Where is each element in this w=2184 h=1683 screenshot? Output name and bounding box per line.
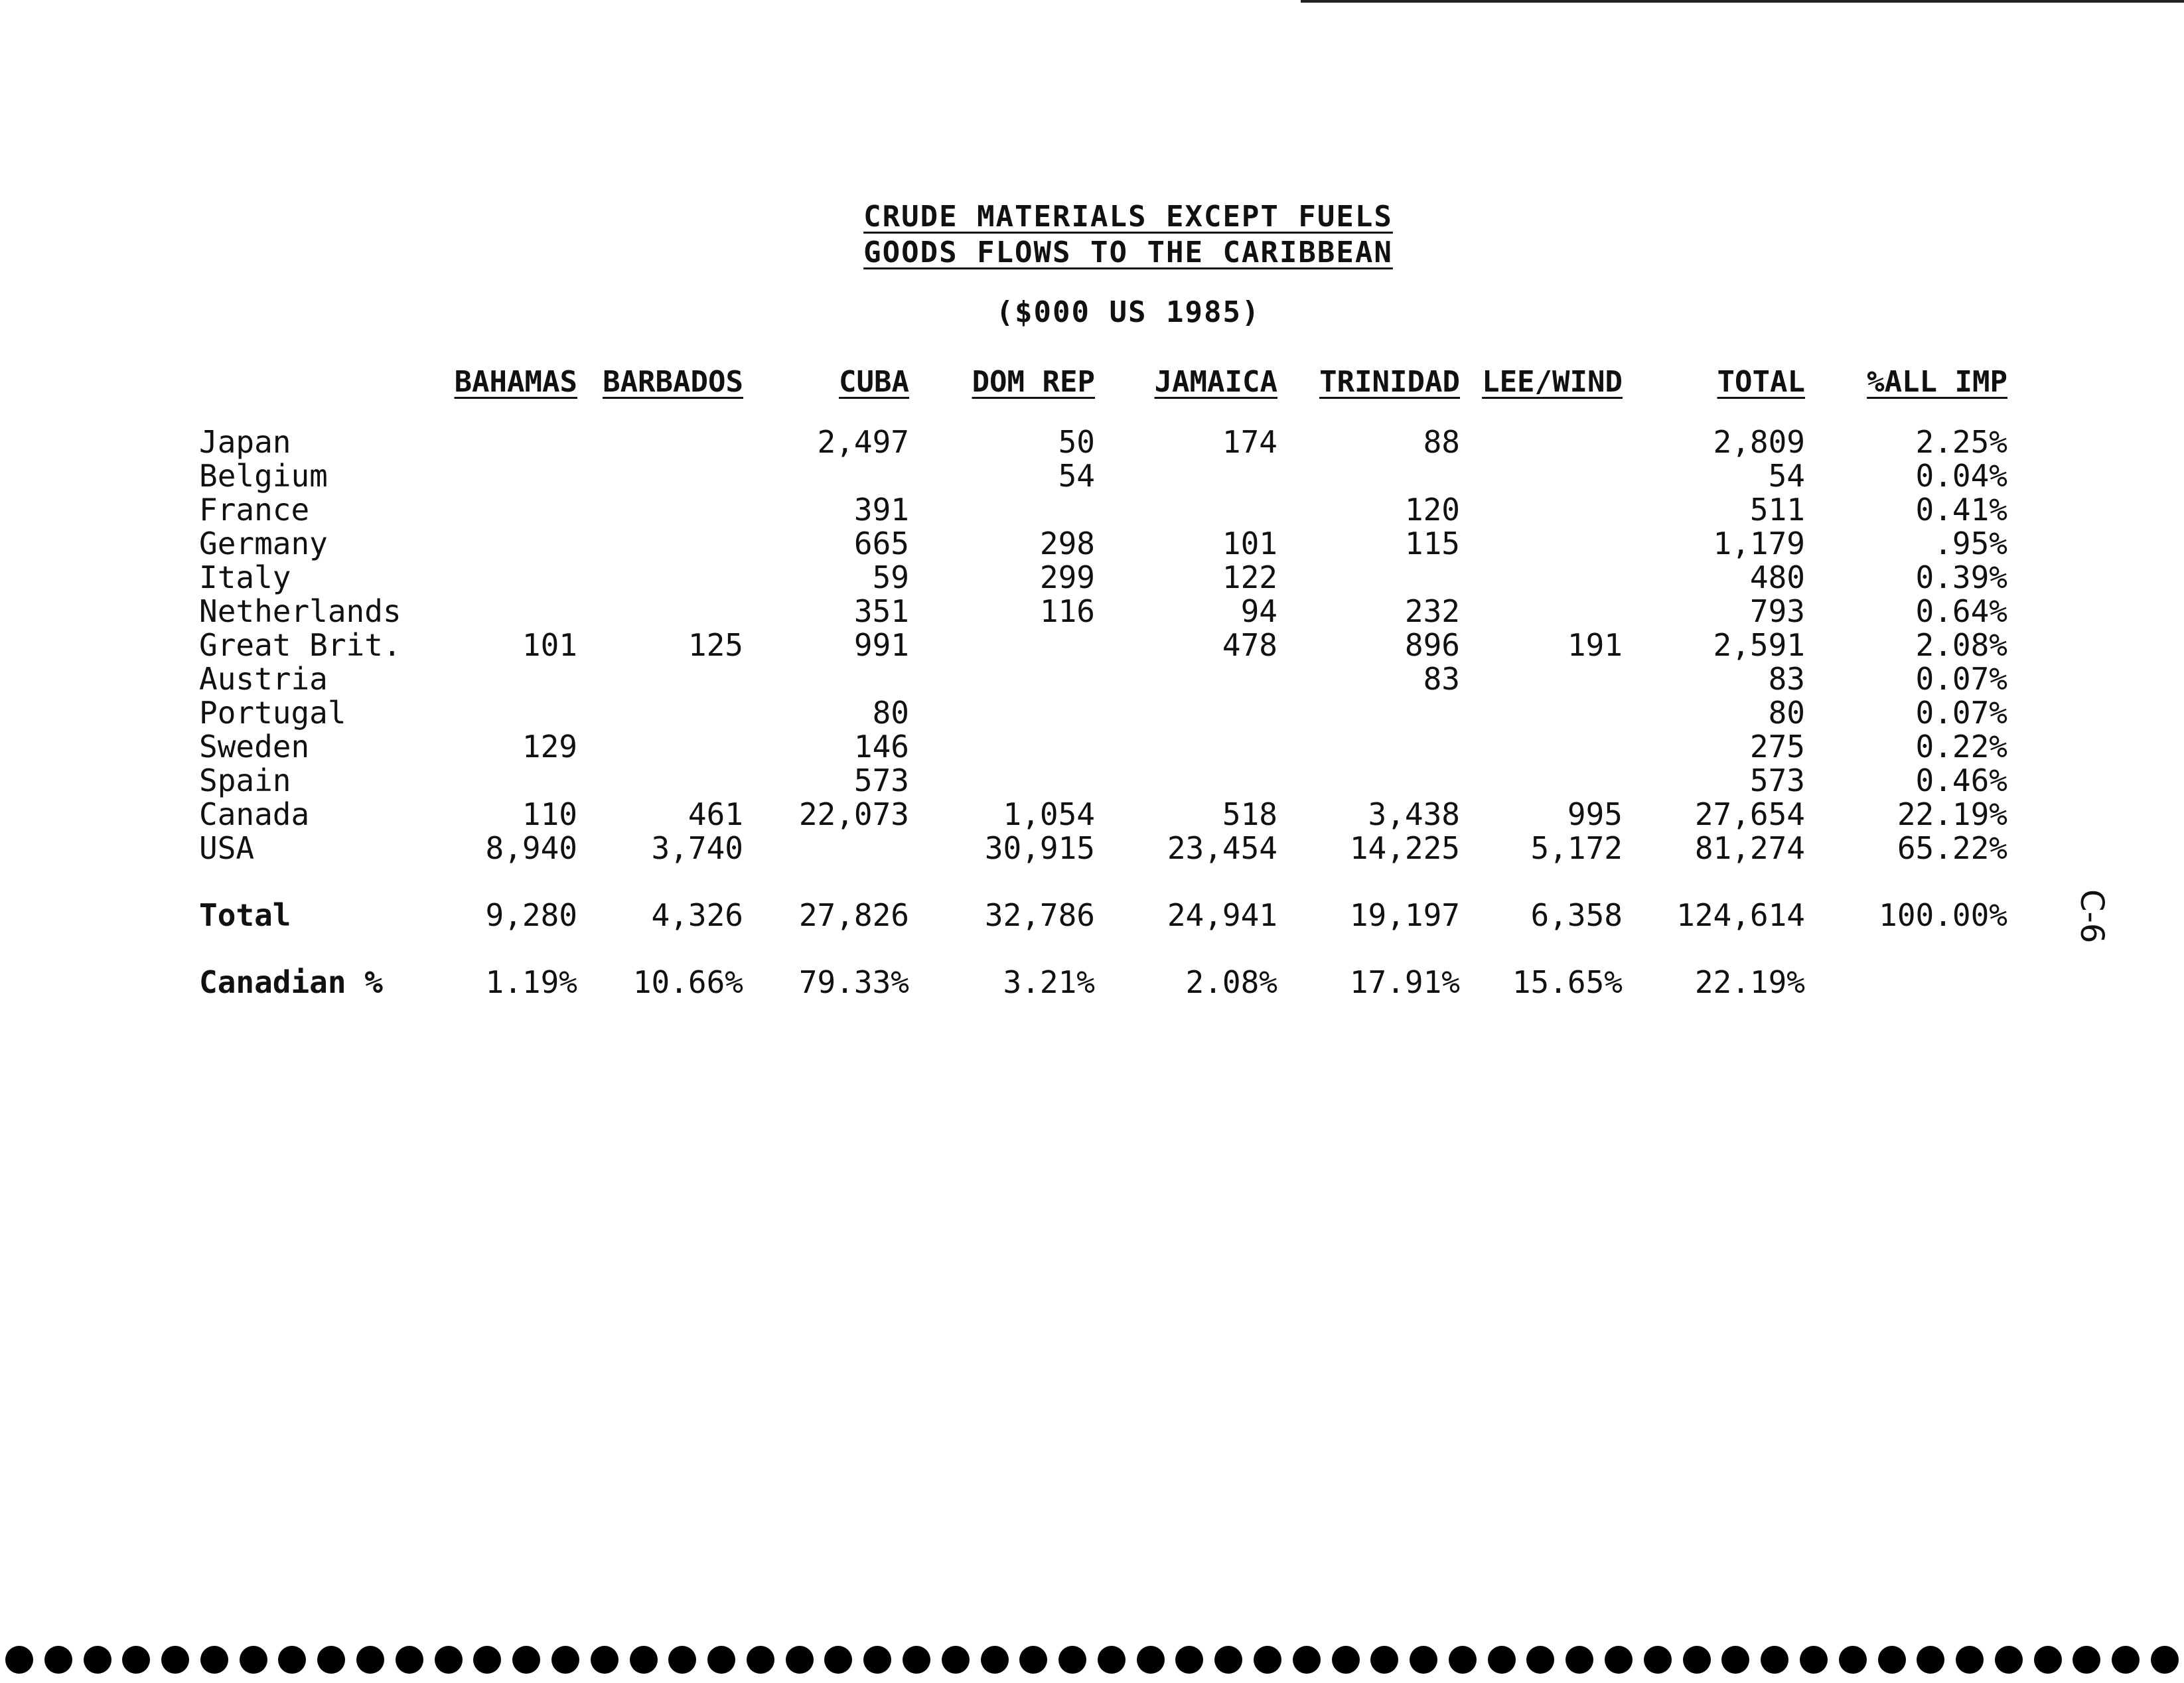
- feed-hole-icon: [1488, 1646, 1516, 1674]
- feed-hole-icon: [630, 1646, 658, 1674]
- col-header-total: TOTAL: [1717, 365, 1805, 399]
- table-cell: 0.22%: [1915, 729, 2007, 765]
- table-cell: 298: [1039, 526, 1095, 561]
- table-cell: 101: [1222, 526, 1277, 561]
- table-cell: [577, 425, 743, 459]
- row-label: France: [199, 492, 310, 528]
- feed-hole-icon: [1605, 1646, 1633, 1674]
- table-cell: 146: [853, 729, 909, 765]
- row-label: Belgium: [199, 458, 328, 494]
- table-cell: 116: [1039, 593, 1095, 629]
- row-label: Great Brit.: [199, 627, 401, 663]
- goods-flow-table: [199, 365, 2007, 999]
- table-cell: 232: [1404, 593, 1460, 629]
- table-cell: [577, 764, 743, 798]
- feed-hole-icon: [84, 1646, 111, 1674]
- feed-hole-icon: [512, 1646, 540, 1674]
- table-cell: 2,809: [1713, 424, 1805, 460]
- feed-hole-icon: [1254, 1646, 1281, 1674]
- feed-hole-icon: [707, 1646, 735, 1674]
- table-row: [199, 459, 2007, 493]
- row-label: Italy: [199, 559, 291, 595]
- table-cell: 22.19%: [1897, 796, 2007, 832]
- table-cell: 1,179: [1713, 526, 1805, 561]
- table-cell: [425, 696, 577, 730]
- row-label: Sweden: [199, 729, 310, 765]
- table-cell: 15.65%: [1512, 964, 1623, 1000]
- table-cell: 0.46%: [1915, 763, 2007, 798]
- table-cell: [1460, 730, 1623, 764]
- table-cell: [1460, 527, 1623, 561]
- table-cell: 2,591: [1713, 627, 1805, 663]
- table-cell: 991: [853, 627, 909, 663]
- table-row: [199, 527, 2007, 561]
- feed-hole-icon: [551, 1646, 579, 1674]
- feed-hole-icon: [981, 1646, 1009, 1674]
- feed-hole-icon: [668, 1646, 696, 1674]
- feed-hole-icon: [786, 1646, 814, 1674]
- table-cell: 94: [1240, 593, 1277, 629]
- col-header-barbados: BARBADOS: [603, 365, 743, 399]
- feed-hole-icon: [2112, 1646, 2140, 1674]
- col-header-pct-all-imp: %ALL IMP: [1867, 365, 2007, 399]
- feed-hole-icon: [1098, 1646, 1126, 1674]
- table-cell: 6,358: [1530, 897, 1623, 933]
- table-cell: 88: [1423, 424, 1460, 460]
- row-label: Canada: [199, 796, 310, 832]
- table-cell: [1277, 459, 1460, 493]
- feed-hole-icon: [1995, 1646, 2023, 1674]
- col-header-jamaica: JAMAICA: [1154, 365, 1277, 399]
- table-cell: [1460, 459, 1623, 493]
- table-cell: 511: [1749, 492, 1805, 528]
- table-cell: 391: [853, 492, 909, 528]
- page-number: C-6: [2073, 889, 2110, 944]
- table-cell: [909, 662, 1095, 696]
- col-header-dom-rep: DOM REP: [972, 365, 1095, 399]
- table-cell: [1277, 730, 1460, 764]
- table-cell: 573: [1749, 763, 1805, 798]
- table-row: [199, 730, 2007, 764]
- row-label: Japan: [199, 424, 291, 460]
- table-cell: [425, 459, 577, 493]
- feed-hole-icon: [473, 1646, 501, 1674]
- total-row: [199, 865, 2007, 932]
- feed-hole-icon: [161, 1646, 189, 1674]
- table-cell: 174: [1222, 424, 1277, 460]
- table-cell: [1095, 662, 1277, 696]
- row-label: Netherlands: [199, 593, 401, 629]
- table-cell: [743, 832, 909, 865]
- feed-hole-icon: [1956, 1646, 1984, 1674]
- table-cell: [425, 662, 577, 696]
- table-cell: [1805, 932, 2007, 999]
- units-label: ($000 US 1985): [995, 295, 1261, 329]
- table-cell: 27,826: [798, 897, 909, 933]
- table-cell: 129: [522, 729, 577, 765]
- table-cell: 275: [1749, 729, 1805, 765]
- table-cell: [577, 662, 743, 696]
- table-cell: 14,225: [1349, 830, 1460, 866]
- table-cell: 22.19%: [1694, 964, 1805, 1000]
- table-cell: [1460, 764, 1623, 798]
- table-cell: 0.07%: [1915, 695, 2007, 731]
- row-label: USA: [199, 830, 255, 866]
- table-cell: 995: [1567, 796, 1623, 832]
- table-cell: 110: [522, 796, 577, 832]
- table-cell: [1277, 561, 1460, 595]
- feed-hole-icon: [1410, 1646, 1437, 1674]
- table-cell: [1277, 764, 1460, 798]
- table-cell: 30,915: [984, 830, 1095, 866]
- row-label: Spain: [199, 763, 291, 798]
- table-cell: 8,940: [485, 830, 577, 866]
- row-label: Total: [199, 897, 291, 933]
- table-cell: .95%: [1934, 526, 2007, 561]
- table-cell: [577, 730, 743, 764]
- table-cell: 32,786: [984, 897, 1095, 933]
- table-row: [199, 798, 2007, 832]
- col-header-bahamas: BAHAMAS: [454, 365, 577, 399]
- table-cell: 50: [1058, 424, 1095, 460]
- table-cell: [909, 493, 1095, 527]
- table-cell: 3.21%: [1003, 964, 1095, 1000]
- table-row: [199, 832, 2007, 865]
- row-label: Canadian %: [199, 964, 383, 1000]
- table-cell: [1460, 696, 1623, 730]
- feed-hole-icon: [356, 1646, 384, 1674]
- feed-hole-icon: [278, 1646, 306, 1674]
- table-cell: 3,740: [651, 830, 743, 866]
- table-cell: 17.91%: [1349, 964, 1460, 1000]
- table-cell: 191: [1567, 627, 1623, 663]
- feed-hole-icon: [1644, 1646, 1672, 1674]
- table-cell: [743, 662, 909, 696]
- table-cell: [577, 459, 743, 493]
- feed-hole-icon: [1917, 1646, 1944, 1674]
- feed-hole-icon: [1370, 1646, 1398, 1674]
- table-cell: 27,654: [1694, 796, 1805, 832]
- table-cell: 79.33%: [798, 964, 909, 1000]
- table-cell: 124,614: [1676, 897, 1805, 933]
- feed-hole-icon: [1878, 1646, 1906, 1674]
- table-cell: 80: [872, 695, 909, 731]
- table-cell: [425, 527, 577, 561]
- feed-hole-icon: [435, 1646, 463, 1674]
- row-label: Portugal: [199, 695, 346, 731]
- feed-hole-icon: [1800, 1646, 1828, 1674]
- table-cell: 351: [853, 593, 909, 629]
- feed-hole-icon: [5, 1646, 33, 1674]
- table-cell: [1277, 696, 1460, 730]
- table-cell: [909, 764, 1095, 798]
- feed-hole-icon: [863, 1646, 891, 1674]
- feed-hole-icon: [824, 1646, 852, 1674]
- table-cell: [425, 595, 577, 628]
- table-cell: 125: [688, 627, 743, 663]
- table-cell: 5,172: [1530, 830, 1623, 866]
- table-cell: 101: [522, 627, 577, 663]
- table-cell: [1460, 425, 1623, 459]
- feed-hole-icon: [1175, 1646, 1203, 1674]
- table-row: [199, 662, 2007, 696]
- table-row: [199, 493, 2007, 527]
- feed-hole-icon: [1683, 1646, 1711, 1674]
- table-cell: [577, 696, 743, 730]
- top-border-line: [1301, 0, 2184, 3]
- table-cell: 115: [1404, 526, 1460, 561]
- table-cell: [1460, 595, 1623, 628]
- feed-hole-icon: [1565, 1646, 1593, 1674]
- table-cell: 9,280: [485, 897, 577, 933]
- table-row: [199, 628, 2007, 662]
- table-cell: 0.64%: [1915, 593, 2007, 629]
- table-cell: [425, 561, 577, 595]
- table-row: [199, 561, 2007, 595]
- table-row: [199, 595, 2007, 628]
- table-cell: 665: [853, 526, 909, 561]
- feed-hole-icon: [1058, 1646, 1086, 1674]
- table-cell: [425, 425, 577, 459]
- tractor-feed-holes: [0, 1646, 2184, 1676]
- feed-hole-icon: [317, 1646, 345, 1674]
- table-cell: 518: [1222, 796, 1277, 832]
- table-row: [199, 425, 2007, 459]
- table-cell: 120: [1404, 492, 1460, 528]
- feed-hole-icon: [1214, 1646, 1242, 1674]
- table-cell: [425, 493, 577, 527]
- table-cell: 54: [1768, 458, 1805, 494]
- table-cell: 1.19%: [485, 964, 577, 1000]
- table-cell: [577, 527, 743, 561]
- header-row: [199, 365, 2007, 425]
- feed-hole-icon: [2034, 1646, 2062, 1674]
- feed-hole-icon: [240, 1646, 267, 1674]
- table-cell: [1095, 764, 1277, 798]
- table-cell: [577, 595, 743, 628]
- row-label: Austria: [199, 661, 328, 697]
- col-header-cuba: CUBA: [839, 365, 909, 399]
- table-cell: 896: [1404, 627, 1460, 663]
- table-cell: [909, 730, 1095, 764]
- table-cell: 83: [1768, 661, 1805, 697]
- feed-hole-icon: [1721, 1646, 1749, 1674]
- table-cell: [909, 696, 1095, 730]
- table-cell: [1460, 662, 1623, 696]
- feed-hole-icon: [942, 1646, 970, 1674]
- table-cell: 2.08%: [1915, 627, 2007, 663]
- table-cell: [1460, 561, 1623, 595]
- table-cell: 100.00%: [1879, 897, 2007, 933]
- table-cell: 80: [1768, 695, 1805, 731]
- table-cell: [1095, 696, 1277, 730]
- table-cell: 0.41%: [1915, 492, 2007, 528]
- feed-hole-icon: [122, 1646, 150, 1674]
- table-cell: [1460, 493, 1623, 527]
- feed-hole-icon: [2151, 1646, 2179, 1674]
- table-cell: [577, 493, 743, 527]
- col-header-lee-wind: LEE/WIND: [1482, 365, 1623, 399]
- table-cell: 478: [1222, 627, 1277, 663]
- table-cell: 0.07%: [1915, 661, 2007, 697]
- feed-hole-icon: [1526, 1646, 1554, 1674]
- title-line-2: GOODS FLOWS TO THE CARIBBEAN: [863, 236, 1393, 269]
- table-cell: 81,274: [1694, 830, 1805, 866]
- feed-hole-icon: [903, 1646, 930, 1674]
- feed-hole-icon: [591, 1646, 619, 1674]
- row-label: Germany: [199, 526, 328, 561]
- table-cell: 2.25%: [1915, 424, 2007, 460]
- feed-hole-icon: [200, 1646, 228, 1674]
- table-cell: 2,497: [817, 424, 909, 460]
- table-cell: 54: [1058, 458, 1095, 494]
- table-cell: 461: [688, 796, 743, 832]
- title-line-1: CRUDE MATERIALS EXCEPT FUELS: [863, 200, 1393, 234]
- table-cell: [1095, 459, 1277, 493]
- feed-hole-icon: [1137, 1646, 1165, 1674]
- feed-hole-icon: [1761, 1646, 1788, 1674]
- table-cell: [577, 561, 743, 595]
- feed-hole-icon: [1019, 1646, 1047, 1674]
- table-cell: 0.04%: [1915, 458, 2007, 494]
- table-cell: 1,054: [1003, 796, 1095, 832]
- table-cell: 793: [1749, 593, 1805, 629]
- table-cell: [1095, 493, 1277, 527]
- table-cell: 65.22%: [1897, 830, 2007, 866]
- feed-hole-icon: [2073, 1646, 2100, 1674]
- table-cell: 83: [1423, 661, 1460, 697]
- feed-hole-icon: [396, 1646, 423, 1674]
- table-cell: 480: [1749, 559, 1805, 595]
- table-cell: [743, 459, 909, 493]
- feed-hole-icon: [747, 1646, 774, 1674]
- feed-hole-icon: [1449, 1646, 1477, 1674]
- col-header-trinidad: TRINIDAD: [1319, 365, 1460, 399]
- table-cell: 22,073: [798, 796, 909, 832]
- table-cell: 299: [1039, 559, 1095, 595]
- table-cell: 19,197: [1349, 897, 1460, 933]
- table-cell: 122: [1222, 559, 1277, 595]
- feed-hole-icon: [1839, 1646, 1867, 1674]
- table-cell: 0.39%: [1915, 559, 2007, 595]
- table-cell: 59: [872, 559, 909, 595]
- table-cell: 10.66%: [632, 964, 743, 1000]
- table-cell: 573: [853, 763, 909, 798]
- table-cell: 24,941: [1167, 897, 1277, 933]
- feed-hole-icon: [44, 1646, 72, 1674]
- table-cell: [909, 628, 1095, 662]
- title-block: [0, 199, 2184, 330]
- feed-hole-icon: [1293, 1646, 1321, 1674]
- table-row: [199, 696, 2007, 730]
- canadian-percent-row: [199, 932, 2007, 999]
- table-cell: 4,326: [651, 897, 743, 933]
- table-cell: [1095, 730, 1277, 764]
- header-blank: [199, 365, 425, 425]
- feed-hole-icon: [1332, 1646, 1360, 1674]
- table-cell: [425, 764, 577, 798]
- table-row: [199, 764, 2007, 798]
- table-cell: 2.08%: [1185, 964, 1277, 1000]
- table-cell: 3,438: [1368, 796, 1460, 832]
- table-cell: 23,454: [1167, 830, 1277, 866]
